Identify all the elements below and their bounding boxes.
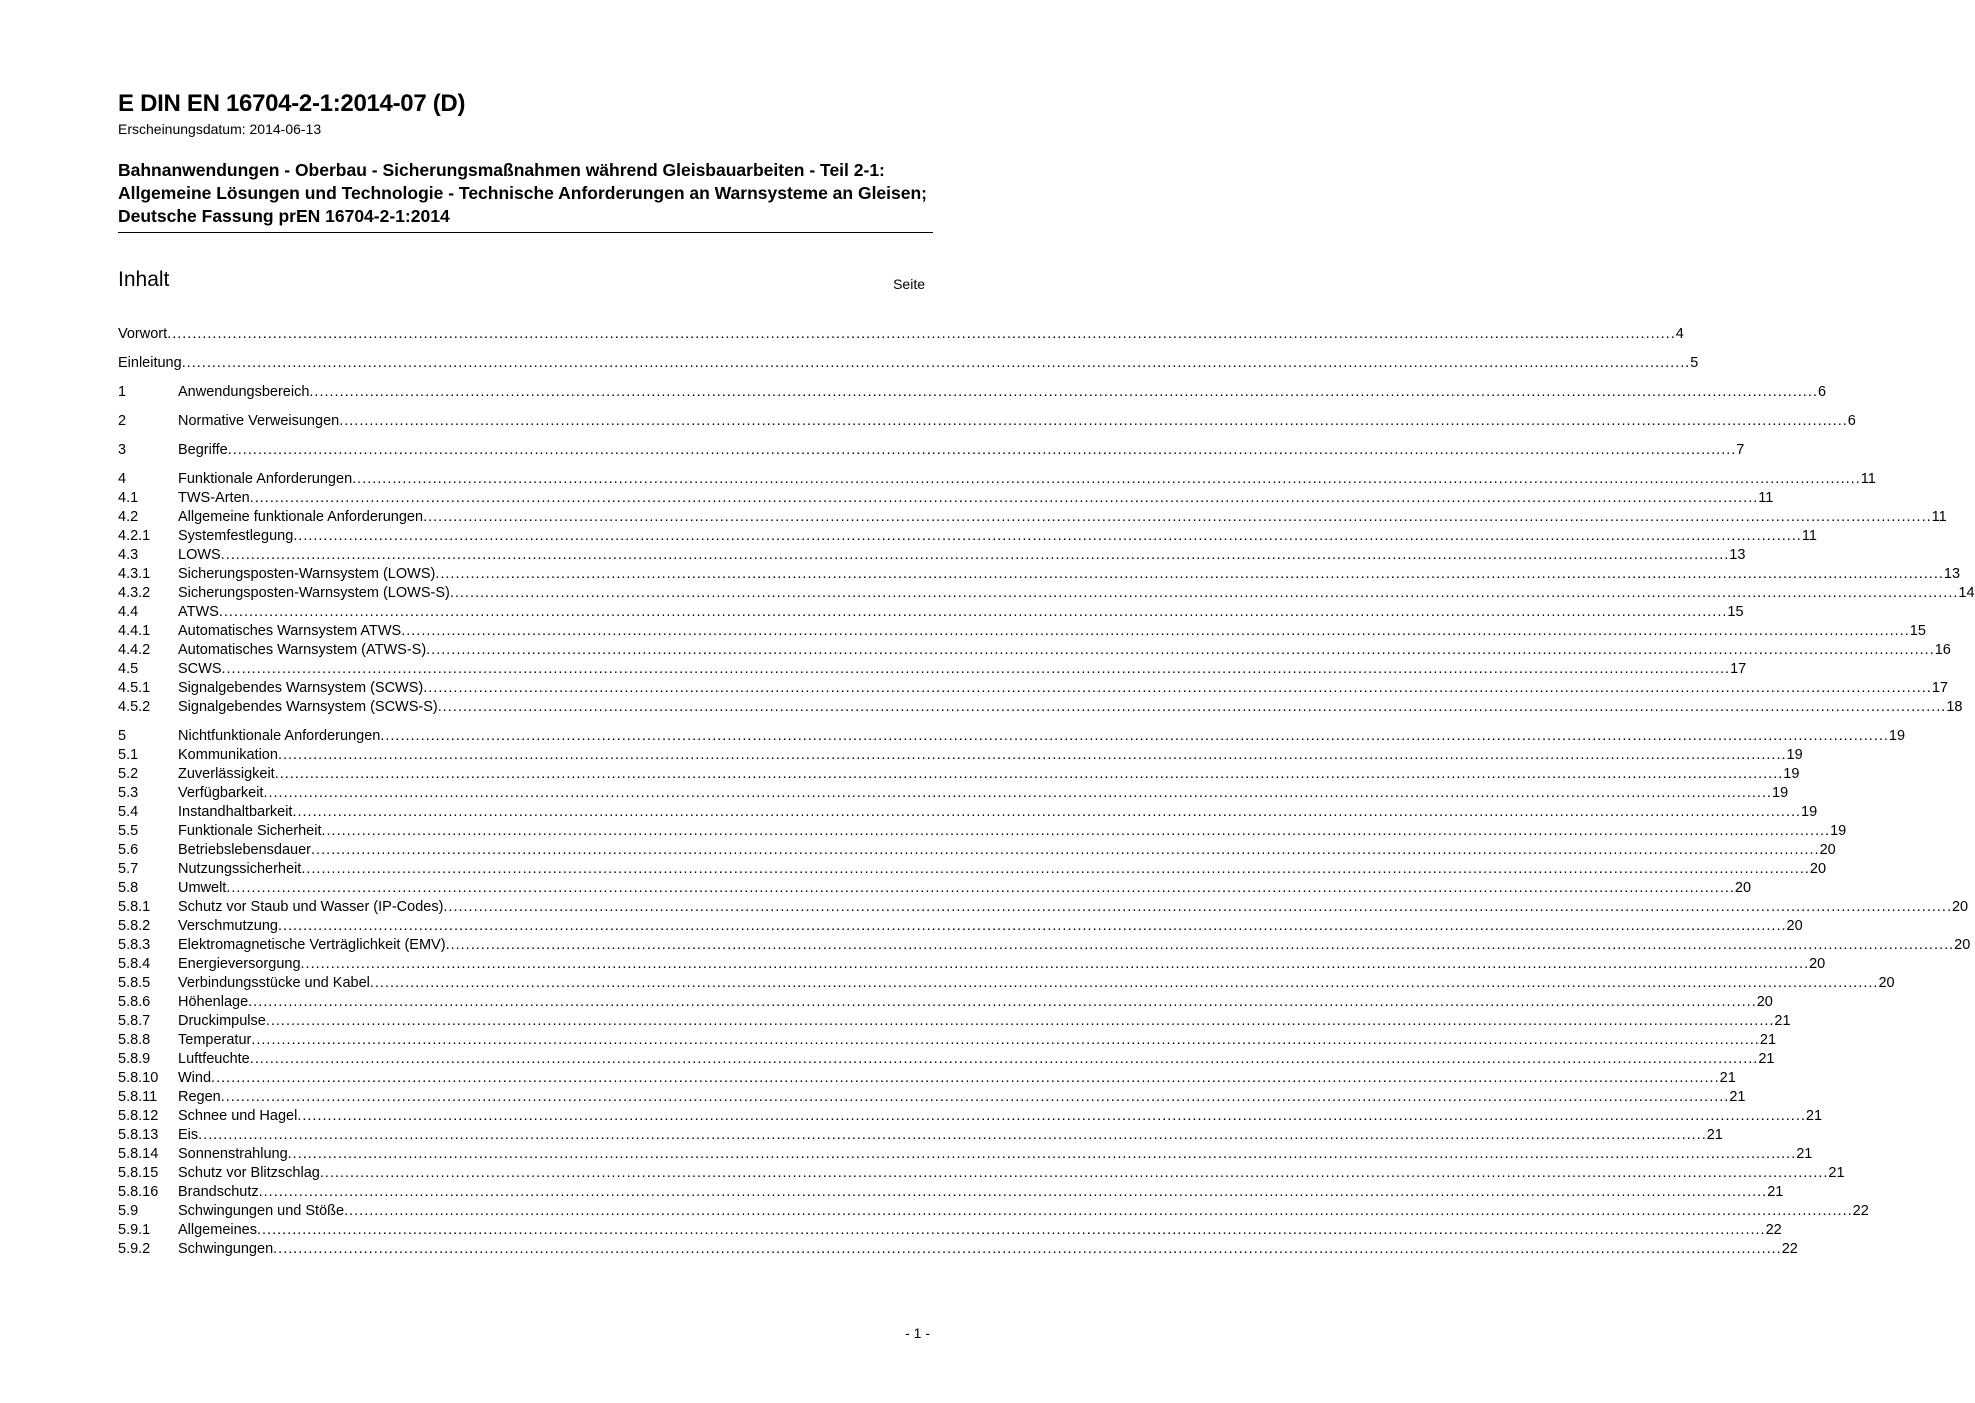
toc-entry-title: Sicherungsposten-Warnsystem (LOWS-S): [178, 585, 450, 601]
toc-entry-number: 4.3.1: [118, 566, 151, 582]
toc-entry-page: 13: [1943, 566, 1961, 582]
toc-entry-number: 4: [118, 471, 127, 487]
toc-entry[interactable]: [118, 974, 1895, 993]
toc-entry[interactable]: [118, 1050, 1775, 1069]
toc-entry-page: 7: [1736, 442, 1745, 458]
dot-leader: ............................................................................................................................................................................................................................................................................................................: [423, 509, 1932, 525]
toc-entry[interactable]: [118, 527, 1817, 546]
toc-entry-page: 17: [1730, 661, 1747, 677]
toc-entry-page: 17: [1931, 680, 1948, 696]
toc-entry-page: 21: [1796, 1146, 1813, 1162]
toc-entry[interactable]: [118, 879, 1752, 898]
dot-leader: ............................................................................................................................................................................................................................................................................................................: [181, 355, 1691, 371]
toc-entry[interactable]: [118, 660, 1747, 679]
toc-entry-title: Vorwort: [118, 326, 168, 342]
dot-leader: ............................................................................................................................................................................................................................................................................................................: [423, 680, 1932, 696]
toc-entry[interactable]: [118, 1183, 1784, 1202]
toc-group: [118, 727, 1971, 1259]
toc-entry[interactable]: [118, 898, 1969, 917]
dot-leader: ............................................................................................................................................................................................................................................................................................................: [248, 994, 1757, 1010]
toc-entry-number: 5.8.7: [118, 1013, 151, 1029]
toc-entry-page: 19: [1801, 804, 1818, 820]
toc-entry-page: 11: [1860, 471, 1876, 487]
toc-entry[interactable]: [118, 746, 1803, 765]
toc-group: [118, 354, 1699, 373]
toc-entry[interactable]: [118, 546, 1746, 565]
toc-entry-title: Schutz vor Staub und Wasser (IP-Codes): [178, 899, 444, 915]
toc-entry[interactable]: [118, 1088, 1746, 1107]
toc-entry-number: 5.8.15: [118, 1165, 159, 1181]
dot-leader: ............................................................................................................................................................................................................................................................................................................: [251, 1032, 1760, 1048]
toc-entry-title: Schwingungen: [178, 1241, 274, 1257]
toc-entry-title: Nutzungssicherheit: [178, 861, 302, 877]
dot-leader: ............................................................................................................................................................................................................................................................................................................: [211, 1070, 1720, 1086]
toc-entry-number: 4.3.2: [118, 585, 151, 601]
toc-entry-title: Wind: [178, 1070, 212, 1086]
toc-entry-title: Verfügbarkeit: [178, 785, 264, 801]
toc-entry-title: Kommunikation: [178, 747, 278, 763]
dot-leader: ............................................................................................................................................................................................................................................................................................................: [287, 1146, 1797, 1162]
dot-leader: ............................................................................................................................................................................................................................................................................................................: [319, 1165, 1829, 1181]
dot-leader: ............................................................................................................................................................................................................................................................................................................: [437, 699, 1947, 715]
toc-entry-title: Betriebslebensdauer: [178, 842, 312, 858]
toc-entry[interactable]: [118, 325, 1684, 344]
toc-entry-page: 11: [1931, 509, 1947, 525]
toc-entry-number: 5.8.6: [118, 994, 151, 1010]
toc-group: [118, 325, 1684, 344]
toc-entry-page: 21: [1706, 1127, 1723, 1143]
toc-entry[interactable]: [118, 641, 1951, 660]
toc-entry-page: 19: [1888, 728, 1906, 744]
toc-entry-page: 15: [1727, 604, 1744, 620]
toc-entry[interactable]: [118, 679, 1948, 698]
toc-entry-number: 5.6: [118, 842, 139, 858]
dot-leader: ............................................................................................................................................................................................................................................................................................................: [300, 956, 1810, 972]
toc-entry-number: 4.4.1: [118, 623, 151, 639]
toc-entry-title: Schutz vor Blitzschlag: [178, 1165, 320, 1181]
toc-entry-number: 4.2: [118, 509, 139, 525]
toc-entry[interactable]: [118, 508, 1947, 527]
toc-entry-title: Schnee und Hagel: [178, 1108, 298, 1124]
toc-entry-number: 5.8.2: [118, 918, 151, 934]
toc-entry-title: SCWS: [178, 661, 222, 677]
toc-entry-title: Verbindungsstücke und Kabel: [178, 975, 370, 991]
dot-leader: ............................................................................................................................................................................................................................................................................................................: [263, 785, 1773, 801]
dot-leader: ............................................................................................................................................................................................................................................................................................................: [220, 1089, 1730, 1105]
toc-entry[interactable]: [118, 841, 1836, 860]
table-of-contents: [118, 325, 1975, 1269]
toc-entry-number: 5.8.10: [118, 1070, 159, 1086]
toc-entry[interactable]: [118, 354, 1699, 373]
toc-entry-title: Normative Verweisungen: [178, 413, 340, 429]
toc-entry-title: Funktionale Sicherheit: [178, 823, 322, 839]
toc-group: [118, 383, 1827, 402]
toc-group: [118, 470, 1975, 717]
toc-entry[interactable]: [118, 1145, 1813, 1164]
toc-entry-number: 5.9: [118, 1203, 139, 1219]
toc-entry[interactable]: [118, 383, 1827, 402]
toc-entry[interactable]: [118, 936, 1971, 955]
toc-entry[interactable]: [118, 765, 1800, 784]
dot-leader: ............................................................................................................................................................................................................................................................................................................: [449, 585, 1959, 601]
dot-leader: ............................................................................................................................................................................................................................................................................................................: [257, 1222, 1766, 1238]
toc-entry-title: Begriffe: [178, 442, 228, 458]
toc-entry-page: 18: [1946, 699, 1963, 715]
toc-entry-page: 21: [1759, 1032, 1777, 1048]
document-subtitle: Bahnanwendungen - Oberbau - Sicherungsmaßnahmen während Gleisbauarbeiten - Teil 2-1: Allgemeine Lösungen und Technologie - Technische Anforderungen an Warnsysteme an Gleisen; Deutsche Fassung prEN 16704-2-1:2014: [118, 159, 933, 233]
toc-entry-page: 20: [1878, 975, 1895, 991]
toc-entry-page: 22: [1852, 1203, 1869, 1219]
toc-entry-title: Luftfeuchte: [178, 1051, 250, 1067]
toc-entry-page: 21: [1758, 1051, 1775, 1067]
toc-entry-page: 21: [1774, 1013, 1791, 1029]
toc-entry[interactable]: [118, 1126, 1723, 1145]
dot-leader: ............................................................................................................................................................................................................................................................................................................: [297, 1108, 1806, 1124]
toc-entry-page: 20: [1954, 937, 1971, 953]
toc-entry-number: 5.8.1: [118, 899, 151, 915]
toc-entry-number: 5.8.13: [118, 1127, 159, 1143]
toc-entry-title: Anwendungsbereich: [178, 384, 310, 400]
toc-entry-page: 21: [1729, 1089, 1746, 1105]
toc-entry[interactable]: [118, 917, 1803, 936]
toc-entry-number: 5.4: [118, 804, 139, 820]
toc-entry-number: 5: [118, 728, 127, 744]
toc-entry-number: 4.2.1: [118, 528, 151, 544]
dot-leader: ............................................................................................................................................................................................................................................................................................................: [258, 1184, 1768, 1200]
dot-leader: ............................................................................................................................................................................................................................................................................................................: [277, 918, 1787, 934]
toc-entry[interactable]: [118, 1031, 1777, 1050]
toc-entry-title: Brandschutz: [178, 1184, 259, 1200]
toc-entry-number: 4.1: [118, 490, 139, 506]
toc-entry-title: Einleitung: [118, 355, 182, 371]
toc-entry[interactable]: [118, 698, 1963, 717]
dot-leader: ............................................................................................................................................................................................................................................................................................................: [344, 1203, 1853, 1219]
toc-entry-number: 1: [118, 384, 127, 400]
toc-entry-title: Umwelt: [178, 880, 227, 896]
toc-entry[interactable]: [118, 489, 1774, 508]
toc-entry-title: Signalgebendes Warnsystem (SCWS): [178, 680, 424, 696]
toc-entry-number: 4.5.2: [118, 699, 151, 715]
toc-entry-title: Sicherungsposten-Warnsystem (LOWS): [178, 566, 436, 582]
toc-entry[interactable]: [118, 565, 1961, 584]
toc-group: [118, 441, 1745, 460]
toc-entry[interactable]: [118, 993, 1773, 1012]
toc-entry-title: Energieversorgung: [178, 956, 301, 972]
dot-leader: ............................................................................................................................................................................................................................................................................................................: [198, 1127, 1707, 1143]
toc-entry-number: 5.8.12: [118, 1108, 159, 1124]
toc-entry[interactable]: [118, 727, 1906, 746]
page-column-label: Seite: [893, 276, 925, 292]
toc-entry-page: 19: [1786, 747, 1803, 763]
toc-entry[interactable]: [118, 803, 1818, 822]
toc-entry-number: 4.5.1: [118, 680, 151, 696]
dot-leader: ............................................................................................................................................................................................................................................................................................................: [249, 490, 1759, 506]
toc-entry-number: 4.4: [118, 604, 139, 620]
toc-entry-number: 5.8.4: [118, 956, 151, 972]
toc-entry-page: 20: [1819, 842, 1836, 858]
toc-entry-page: 20: [1756, 994, 1773, 1010]
dot-leader: ............................................................................................................................................................................................................................................................................................................: [274, 766, 1784, 782]
dot-leader: ............................................................................................................................................................................................................................................................................................................: [221, 661, 1731, 677]
toc-entry-number: 5.8.5: [118, 975, 151, 991]
toc-entry-title: Zuverlässigkeit: [178, 766, 275, 782]
toc-entry-number: 5.2: [118, 766, 139, 782]
dot-leader: ............................................................................................................................................................................................................................................................................................................: [401, 623, 1910, 639]
toc-entry-title: Regen: [178, 1089, 221, 1105]
toc-entry-title: TWS-Arten: [178, 490, 250, 506]
toc-entry-page: 6: [1847, 413, 1856, 429]
dot-leader: ............................................................................................................................................................................................................................................................................................................: [220, 547, 1730, 563]
dot-leader: ............................................................................................................................................................................................................................................................................................................: [426, 642, 1935, 658]
toc-entry-title: Sonnenstrahlung: [178, 1146, 288, 1162]
dot-leader: ............................................................................................................................................................................................................................................................................................................: [293, 528, 1802, 544]
toc-entry[interactable]: [118, 603, 1744, 622]
toc-entry-number: 4.5: [118, 661, 139, 677]
dot-leader: ............................................................................................................................................................................................................................................................................................................: [167, 326, 1676, 342]
toc-entry-number: 5.7: [118, 861, 139, 877]
toc-group: [118, 412, 1856, 431]
toc-entry-page: 20: [1809, 861, 1827, 877]
toc-entry[interactable]: [118, 1164, 1845, 1183]
dot-leader: ............................................................................................................................................................................................................................................................................................................: [218, 604, 1728, 620]
toc-entry-page: 20: [1951, 899, 1969, 915]
toc-entry-title: ATWS: [178, 604, 219, 620]
toc-entry-title: Allgemeines: [178, 1222, 257, 1238]
toc-entry-page: 19: [1772, 785, 1789, 801]
toc-entry[interactable]: [118, 955, 1826, 974]
dot-leader: ............................................................................................................................................................................................................................................................................................................: [265, 1013, 1775, 1029]
toc-entry-title: Automatisches Warnsystem ATWS: [178, 623, 402, 639]
toc-entry-title: Verschmutzung: [178, 918, 278, 934]
dot-leader: ............................................................................................................................................................................................................................................................................................................: [309, 384, 1818, 400]
toc-entry-number: 5.8.3: [118, 937, 151, 953]
toc-entry-title: Temperatur: [178, 1032, 252, 1048]
toc-entry-title: Instandhaltbarkeit: [178, 804, 293, 820]
toc-entry-page: 4: [1675, 326, 1684, 342]
dot-leader: ............................................................................................................................................................................................................................................................................................................: [277, 747, 1787, 763]
toc-entry[interactable]: [118, 622, 1926, 641]
toc-entry[interactable]: [118, 441, 1745, 460]
toc-entry-title: Schwingungen und Stöße: [178, 1203, 345, 1219]
toc-entry-number: 5.8.16: [118, 1184, 159, 1200]
toc-entry-number: 3: [118, 442, 127, 458]
toc-entry-page: 20: [1786, 918, 1803, 934]
toc-entry-page: 20: [1734, 880, 1752, 896]
dot-leader: ............................................................................................................................................................................................................................................................................................................: [445, 937, 1955, 953]
toc-entry-page: 19: [1830, 823, 1847, 839]
toc-entry[interactable]: [118, 1069, 1736, 1088]
toc-entry-title: Höhenlage: [178, 994, 249, 1010]
toc-entry-page: 16: [1934, 642, 1951, 658]
toc-entry-page: 15: [1909, 623, 1926, 639]
toc-entry[interactable]: [118, 822, 1847, 841]
toc-entry[interactable]: [118, 1221, 1782, 1240]
toc-entry-page: 6: [1817, 384, 1827, 400]
toc-entry-title: Systemfestlegung: [178, 528, 294, 544]
toc-entry-title: Signalgebendes Warnsystem (SCWS-S): [178, 699, 438, 715]
toc-entry-page: 20: [1809, 956, 1826, 972]
toc-entry[interactable]: [118, 1107, 1823, 1126]
toc-entry-title: Eis: [178, 1127, 199, 1143]
toc-entry-title: LOWS: [178, 547, 221, 563]
dot-leader: ............................................................................................................................................................................................................................................................................................................: [273, 1241, 1782, 1257]
toc-entry-title: Druckimpulse: [178, 1013, 266, 1029]
toc-entry[interactable]: [118, 470, 1876, 489]
toc-entry-number: 4.4.2: [118, 642, 151, 658]
dot-leader: ............................................................................................................................................................................................................................................................................................................: [226, 880, 1735, 896]
toc-entry-number: 4.3: [118, 547, 139, 563]
toc-entry-title: Funktionale Anforderungen: [178, 471, 353, 487]
toc-entry-number: 2: [118, 413, 127, 429]
toc-entry-number: 5.8.9: [118, 1051, 151, 1067]
dot-leader: ............................................................................................................................................................................................................................................................................................................: [352, 471, 1861, 487]
dot-leader: ............................................................................................................................................................................................................................................................................................................: [380, 728, 1889, 744]
contents-heading: Inhalt: [118, 268, 170, 291]
toc-entry[interactable]: [118, 584, 1975, 603]
toc-entry[interactable]: [118, 1202, 1869, 1221]
publication-date: Erscheinungsdatum: 2014-06-13: [118, 121, 322, 137]
toc-entry-number: 5.3: [118, 785, 139, 801]
toc-entry[interactable]: [118, 1012, 1791, 1031]
toc-entry-page: 21: [1767, 1184, 1784, 1200]
toc-entry[interactable]: [118, 784, 1789, 803]
dot-leader: ............................................................................................................................................................................................................................................................................................................: [443, 899, 1952, 915]
toc-entry-page: 22: [1781, 1241, 1798, 1257]
dot-leader: ............................................................................................................................................................................................................................................................................................................: [339, 413, 1848, 429]
toc-entry-page: 14: [1958, 585, 1975, 601]
toc-entry-page: 21: [1719, 1070, 1736, 1086]
dot-leader: ............................................................................................................................................................................................................................................................................................................: [435, 566, 1944, 582]
toc-entry-number: 5.5: [118, 823, 139, 839]
dot-leader: ............................................................................................................................................................................................................................................................................................................: [369, 975, 1879, 991]
toc-entry[interactable]: [118, 412, 1856, 431]
dot-leader: ............................................................................................................................................................................................................................................................................................................: [301, 861, 1810, 877]
toc-entry-page: 22: [1765, 1222, 1782, 1238]
toc-entry-number: 5.1: [118, 747, 139, 763]
toc-entry-page: 13: [1729, 547, 1746, 563]
toc-entry-page: 21: [1805, 1108, 1823, 1124]
dot-leader: ............................................................................................................................................................................................................................................................................................................: [311, 842, 1820, 858]
dot-leader: ............................................................................................................................................................................................................................................................................................................: [292, 804, 1802, 820]
toc-entry[interactable]: [118, 860, 1827, 879]
page-number: - 1 -: [905, 1325, 930, 1341]
toc-entry-title: Nichtfunktionale Anforderungen: [178, 728, 381, 744]
document-title: E DIN EN 16704-2-1:2014-07 (D): [118, 90, 466, 117]
toc-entry-number: 5.8.14: [118, 1146, 159, 1162]
toc-entry-title: Automatisches Warnsystem (ATWS-S): [178, 642, 427, 658]
toc-entry-number: 5.8: [118, 880, 139, 896]
toc-entry-page: 21: [1828, 1165, 1845, 1181]
toc-entry-title: Allgemeine funktionale Anforderungen: [178, 509, 424, 525]
dot-leader: ............................................................................................................................................................................................................................................................................................................: [321, 823, 1831, 839]
toc-entry-page: 5: [1690, 355, 1699, 371]
toc-entry-number: 5.8.11: [118, 1089, 158, 1105]
toc-entry-number: 5.9.1: [118, 1222, 151, 1238]
toc-entry-page: 11: [1758, 490, 1774, 506]
toc-entry-title: Elektromagnetische Verträglichkeit (EMV): [178, 937, 446, 953]
dot-leader: ............................................................................................................................................................................................................................................................................................................: [249, 1051, 1759, 1067]
toc-entry-page: 11: [1801, 528, 1817, 544]
toc-entry-number: 5.9.2: [118, 1241, 151, 1257]
toc-entry[interactable]: [118, 1240, 1798, 1259]
toc-entry-number: 5.8.8: [118, 1032, 151, 1048]
dot-leader: ............................................................................................................................................................................................................................................................................................................: [227, 442, 1737, 458]
toc-entry-page: 19: [1783, 766, 1800, 782]
